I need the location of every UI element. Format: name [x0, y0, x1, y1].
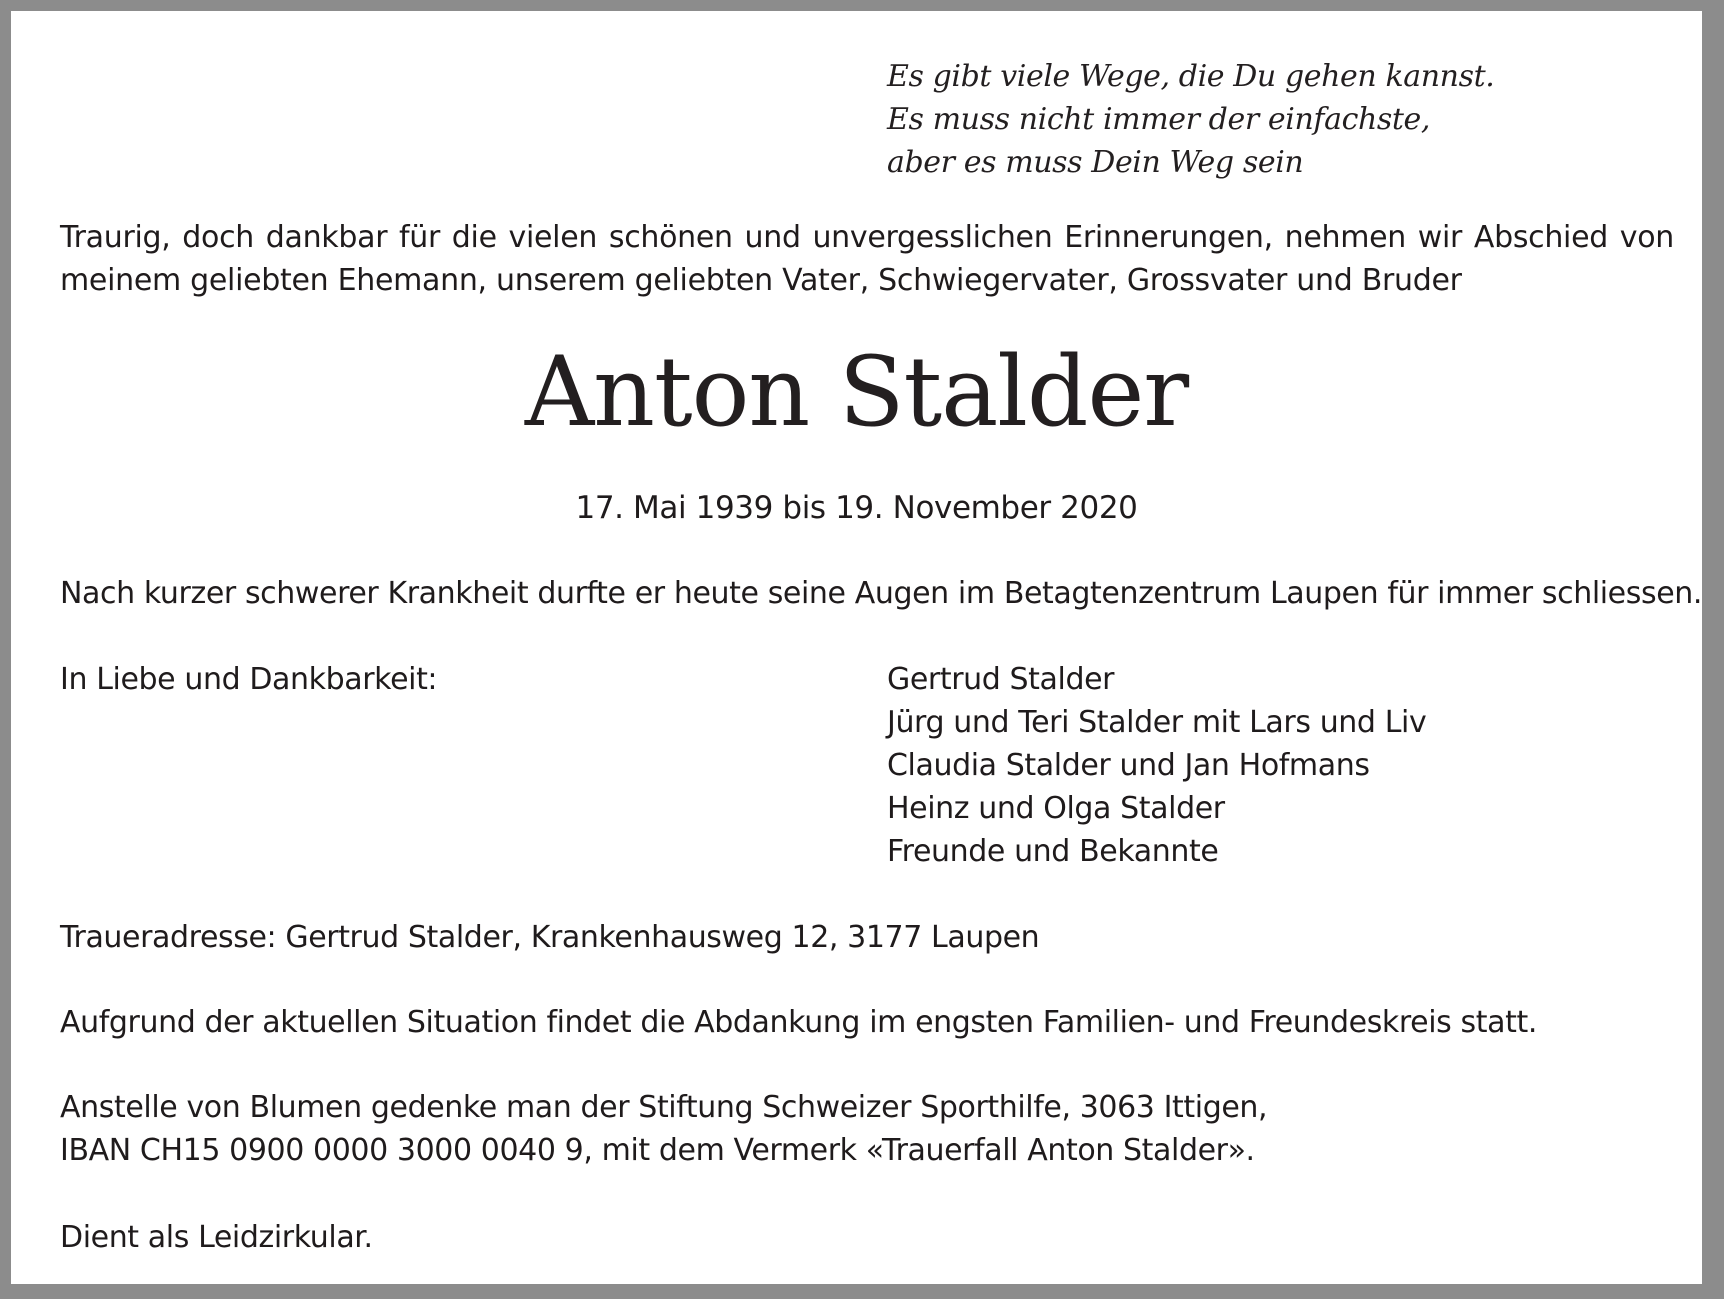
mourner-name: Jürg und Teri Stalder mit Lars und Liv: [887, 705, 1427, 740]
mourning-address: Traueradresse: Gertrud Stalder, Krankenhausweg 12, 3177 Laupen: [60, 920, 1040, 955]
motto-line: Es muss nicht immer der einfachste,: [887, 102, 1431, 137]
mourner-name: Claudia Stalder und Jan Hofmans: [887, 748, 1370, 783]
intro-paragraph: Traurig, doch dankbar für die vielen schönen und unvergesslichen Erinnerungen, nehmen wir Abschied von meinem geliebten Ehemann, unserem geliebten Vater, Schwiegervater, Grossvater und Bruder: [60, 220, 1674, 298]
donation-line-1: Anstelle von Blumen gedenke man der Stiftung Schweizer Sporthilfe, 3063 Ittigen,: [60, 1090, 1268, 1125]
ceremony-note: Aufgrund der aktuellen Situation findet die Abdankung im engsten Familien- und Freundeskreis statt.: [60, 1005, 1537, 1040]
circular-note: Dient als Leidzirkular.: [60, 1220, 373, 1255]
life-dates: 17. Mai 1939 bis 19. November 2020: [575, 490, 1138, 526]
motto-line: aber es muss Dein Weg sein: [887, 145, 1304, 180]
mourners-label: In Liebe und Dankbarkeit:: [60, 662, 438, 697]
deceased-name: Anton Stalder: [524, 336, 1189, 448]
motto-quote: [887, 55, 1494, 184]
motto-line: Es gibt viele Wege, die Du gehen kannst.: [887, 59, 1495, 94]
mourner-name: Heinz und Olga Stalder: [887, 791, 1225, 826]
passing-note: Nach kurzer schwerer Krankheit durfte er heute seine Augen im Betagtenzentrum Laupen für immer schliessen.: [60, 576, 1703, 611]
donation-line-2: IBAN CH15 0900 0000 3000 0040 9, mit dem Vermerk «Trauerfall Anton Stalder».: [60, 1133, 1255, 1168]
mourner-name: Gertrud Stalder: [887, 662, 1115, 697]
obituary-page: [11, 11, 1702, 1284]
mourner-name: Freunde und Bekannte: [887, 834, 1219, 869]
mourners-list: [887, 658, 1426, 873]
